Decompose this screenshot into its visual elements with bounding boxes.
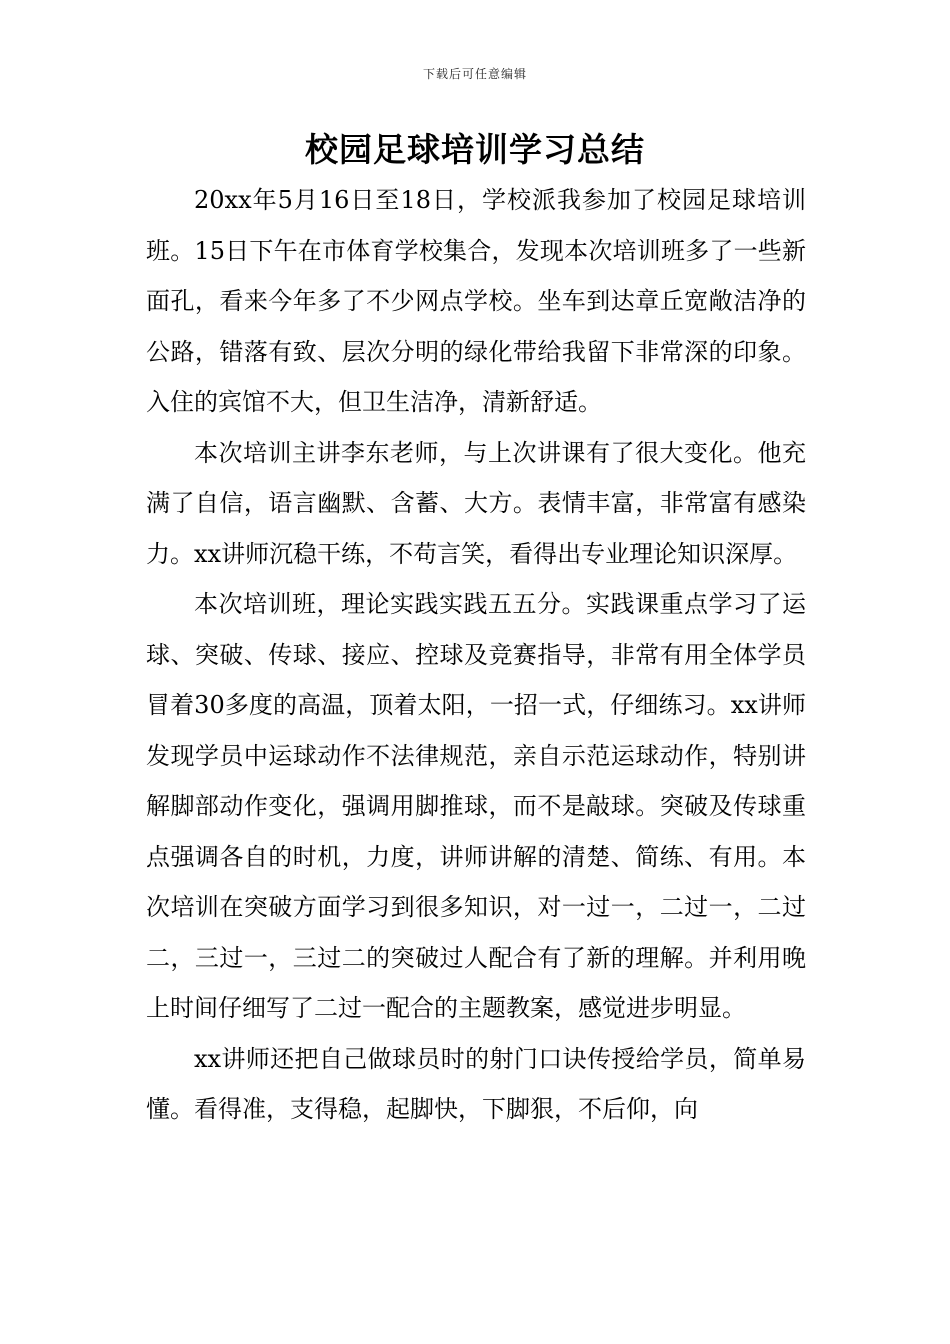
- paragraph-1: 20xx年5月16日至18日，学校派我参加了校园足球培训班。15日下午在市体育学校集合，发现本次培训班多了一些新面孔，看来今年多了不少网点学校。坐车到达章丘宽敞洁净的公路，错落有致、层次分明的绿化带给我留下非常深的印象。入住的宾馆不大，但卫生洁净，清新舒适。: [146, 186, 806, 416]
- paragraph-3: 本次培训班，理论实践实践五五分。实践课重点学习了运球、突破、传球、接应、控球及竞赛指导，非常有用全体学员冒着30多度的高温，顶着太阳，一招一式，仔细练习。xx讲师发现学员中运球动作不法律规范，亲自示范运球动作，特别讲解脚部动作变化，强调用脚推球，而不是敲球。突破及传球重点强调各自的时机，力度，讲师讲解的清楚、简练、有用。本次培训在突破方面学习到很多知识，对一过一，二过一，二过二，三过一，三过二的突破过人配合有了新的理解。并利用晚上时间仔细写了二过一配合的主题教案，感觉进步明显。: [146, 590, 806, 1022]
- document-body: [146, 175, 806, 1135]
- header-note: 下载后可任意编辑: [422, 67, 527, 81]
- paragraph-4: xx讲师还把自己做球员时的射门口诀传授给学员，简单易懂。看得准，支得稳，起脚快，下脚狠，不后仰，向: [146, 1044, 806, 1123]
- paragraph-2: 本次培训主讲李东老师，与上次讲课有了很大变化。他充满了自信，语言幽默、含蓄、大方。表情丰富，非常富有感染力。xx讲师沉稳干练，不苟言笑，看得出专业理论知识深厚。: [146, 438, 806, 568]
- document-title: 校园足球培训学习总结: [305, 130, 645, 169]
